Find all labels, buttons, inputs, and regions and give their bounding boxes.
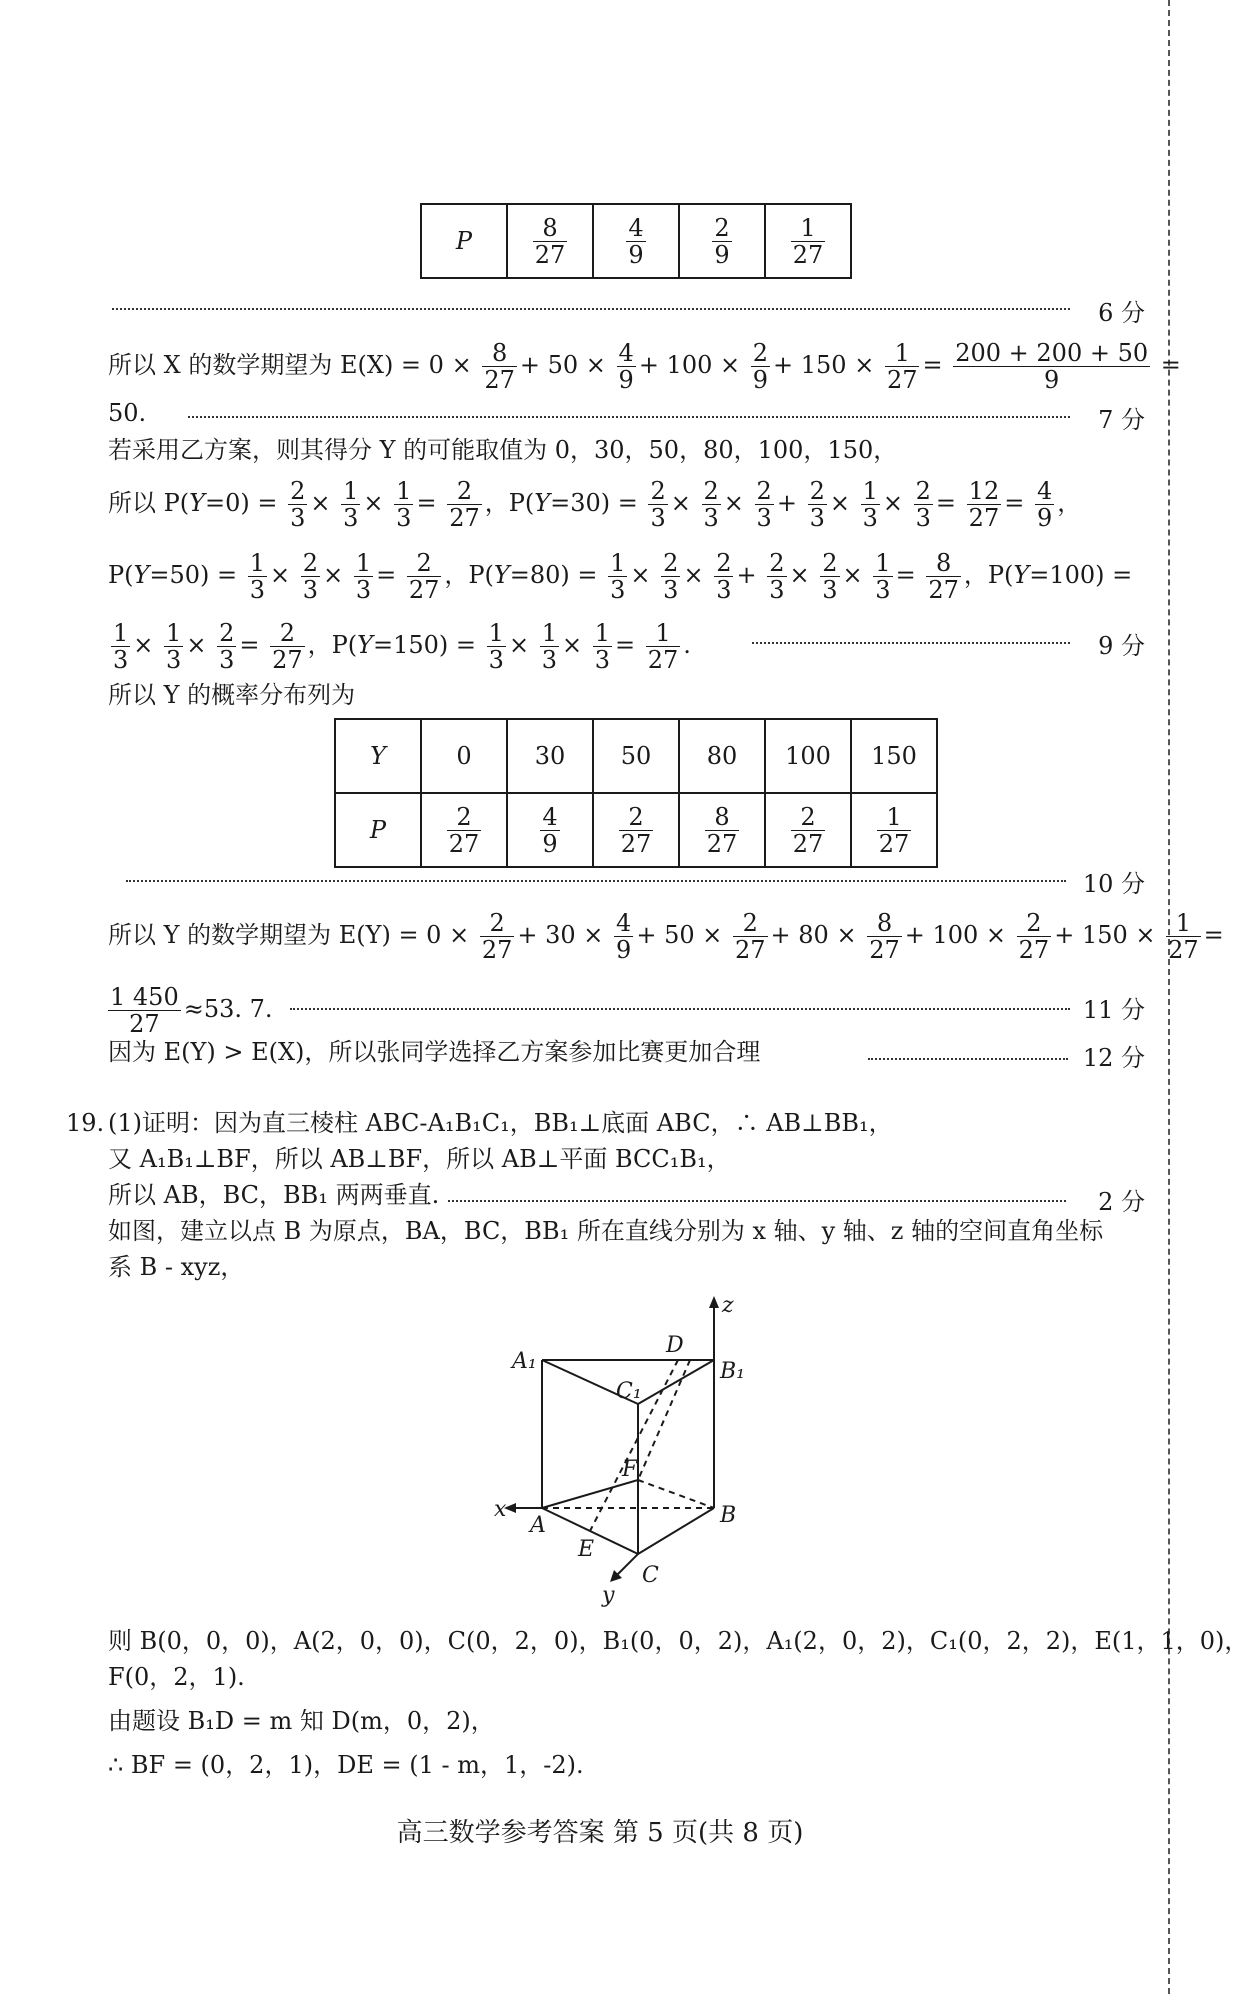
proof-line-2: 又 A₁B₁⊥BF，所以 AB⊥BF，所以 AB⊥平面 BCC₁B₁， <box>108 1145 731 1173</box>
expectation-y-prefix: 所以 Y 的数学期望为 E(Y) = 0 × <box>108 921 470 949</box>
table-cell: $\frac{2}{27}$ <box>421 793 507 867</box>
label-z: z <box>722 1293 734 1318</box>
table-cell: $\frac{2}{27}$ <box>593 793 679 867</box>
y-values-text: 若采用乙方案，则其得分 Y 的可能取值为 0，30，50，80，100，150， <box>108 436 898 464</box>
expectation-y-result: $\frac{1 450}{27}$ ≈53. 7. <box>110 983 273 1038</box>
page-footer: 高三数学参考答案 第 5 页(共 8 页) <box>396 1818 804 1848</box>
score-marker: 6 分 <box>1098 299 1145 327</box>
vectors-line: ∴ BF = (0，2，1)，DE = (1 - m，1，-2). <box>108 1751 584 1779</box>
table-cell: P <box>335 793 421 867</box>
table-cell: $\frac{1}{27}$ <box>765 204 851 278</box>
label-a: A <box>530 1513 546 1538</box>
table-cell: $\frac{4}{9}$ <box>507 793 593 867</box>
label-d: D <box>666 1333 684 1358</box>
expectation-x-prefix: 所以 X 的数学期望为 E(X) = 0 × <box>108 351 472 379</box>
leader-dots <box>126 880 1066 882</box>
table-header-cell: 100 <box>765 719 851 793</box>
label-y: y <box>602 1583 615 1608</box>
label-a1: A₁ <box>512 1349 537 1374</box>
coordinates-line-2: F(0，2，1). <box>108 1663 245 1691</box>
prob-y-line-3: $\frac{1}{3}$ × $\frac{1}{3}$ × $\frac{2}{3}$ = $\frac{2}{27}$ ，P(Y=150) = $\frac{1}{3}$ × $\frac{1}{3}$ × $\frac{1}{3}$ = $\frac{1}{27}$ . <box>113 619 691 674</box>
leader-dots <box>752 642 1070 644</box>
leader-dots <box>188 416 1070 418</box>
coordinates-line-1: 则 B(0，0，0)，A(2，0，0)，C(0，2，0)，B₁(0，0，2)，A₁(2，0，2)，C₁(0，2，2)，E(1，1，0)， <box>108 1627 1248 1655</box>
proof-line-4: 如图，建立以点 B 为原点，BA，BC，BB₁ 所在直线分别为 x 轴、y 轴、z 轴的空间直角坐标 <box>108 1217 1104 1245</box>
proof-line-5: 系 B - xyz， <box>108 1253 245 1281</box>
label-c: C <box>642 1563 659 1588</box>
leader-dots <box>868 1058 1068 1060</box>
table-cell: P <box>421 204 507 278</box>
score-marker: 7 分 <box>1098 406 1145 434</box>
prism-figure <box>490 1292 770 1612</box>
question-number: 19. <box>66 1109 105 1137</box>
conclusion-text: 因为 E(Y) > E(X)，所以张同学选择乙方案参加比赛更加合理 <box>108 1038 761 1066</box>
score-marker: 11 分 <box>1082 996 1145 1024</box>
x-distribution-table <box>420 203 852 279</box>
expectation-y-line: 所以 Y 的数学期望为 E(Y) = 0 × $\frac{2}{27}$ + 30 × $\frac{4}{9}$ + 50 × $\frac{2}{27}$ + 80 × $\frac{8}{27}$ + 100 × $\frac{2}{27}$ + 150 × $\frac{1}{27}$ = <box>108 909 1224 964</box>
table-cell: $\frac{8}{27}$ <box>679 793 765 867</box>
b1d-line: 由题设 B₁D = m 知 D(m，0，2)， <box>108 1707 495 1735</box>
y-axis <box>616 1554 638 1576</box>
expectation-x-result: 50. <box>108 399 147 427</box>
expectation-x-line: 所以 X 的数学期望为 E(X) = 0 × $\frac{8}{27}$ + 50 × $\frac{4}{9}$ + 100 × $\frac{2}{9}$ + 150 × $\frac{1}{27}$ = $\frac{200 + 200 + 50}{9}$ = <box>108 339 1181 394</box>
binding-margin-line <box>1168 0 1170 1994</box>
table-header-cell: 80 <box>679 719 765 793</box>
proof-line-3: 所以 AB，BC，BB₁ 两两垂直. <box>108 1181 440 1209</box>
segment-a-f <box>542 1480 638 1508</box>
label-c1: C₁ <box>616 1379 642 1404</box>
segment-f-b <box>638 1480 714 1508</box>
y-dist-title: 所以 Y 的概率分布列为 <box>108 681 356 709</box>
score-marker: 9 分 <box>1098 632 1145 660</box>
score-marker: 12 分 <box>1082 1044 1145 1072</box>
score-marker: 2 分 <box>1098 1188 1145 1216</box>
label-f: F <box>622 1457 638 1482</box>
table-cell: $\frac{4}{9}$ <box>593 204 679 278</box>
fraction-numerator: 200 + 200 + 50 <box>955 339 1149 367</box>
y-distribution-table <box>334 718 938 868</box>
leader-dots <box>290 1008 1070 1010</box>
leader-dots <box>448 1200 1066 1202</box>
table-header-cell: 50 <box>593 719 679 793</box>
label-b1: B₁ <box>720 1359 745 1384</box>
proof-line-1: (1)证明：因为直三棱柱 ABC-A₁B₁C₁，BB₁⊥底面 ABC，∴ AB⊥BB₁， <box>108 1109 893 1137</box>
table-cell: $\frac{8}{27}$ <box>507 204 593 278</box>
prob-y-line-1: 所以 P(Y=0) = $\frac{2}{3}$ × $\frac{1}{3}$ × $\frac{1}{3}$ = $\frac{2}{27}$ ，P(Y=30) = $\frac{2}{3}$ × $\frac{2}{3}$ × $\frac{2}{3}$ + $\frac{2}{3}$ × $\frac{1}{3}$ × $\frac{2}{3}$ = $\frac{12}{27}$ = $\frac{4}{9}$ ， <box>108 477 1082 532</box>
table-header-cell: Y <box>335 719 421 793</box>
table-header-cell: 0 <box>421 719 507 793</box>
label-b: B <box>720 1503 737 1528</box>
table-header-cell: 30 <box>507 719 593 793</box>
table-cell: $\frac{2}{9}$ <box>679 204 765 278</box>
score-marker: 10 分 <box>1082 870 1145 898</box>
prob-y-line-2: P(Y=50) = $\frac{1}{3}$ × $\frac{2}{3}$ × $\frac{1}{3}$ = $\frac{2}{27}$ ，P(Y=80) = $\frac{1}{3}$ × $\frac{2}{3}$ × $\frac{2}{3}$ + $\frac{2}{3}$ × $\frac{2}{3}$ × $\frac{1}{3}$ = $\frac{8}{27}$ ，P(Y=100) = <box>108 549 1133 604</box>
edge-b1-c1 <box>638 1360 714 1404</box>
table-header-cell: 150 <box>851 719 937 793</box>
z-axis-arrow-icon <box>709 1296 719 1308</box>
fraction-denominator: 9 <box>1044 366 1060 394</box>
table-cell: $\frac{1}{27}$ <box>851 793 937 867</box>
leader-dots <box>112 308 1070 310</box>
label-e: E <box>578 1537 595 1562</box>
label-x: x <box>494 1497 507 1522</box>
edge-c-b <box>638 1508 714 1554</box>
table-cell: $\frac{2}{27}$ <box>765 793 851 867</box>
